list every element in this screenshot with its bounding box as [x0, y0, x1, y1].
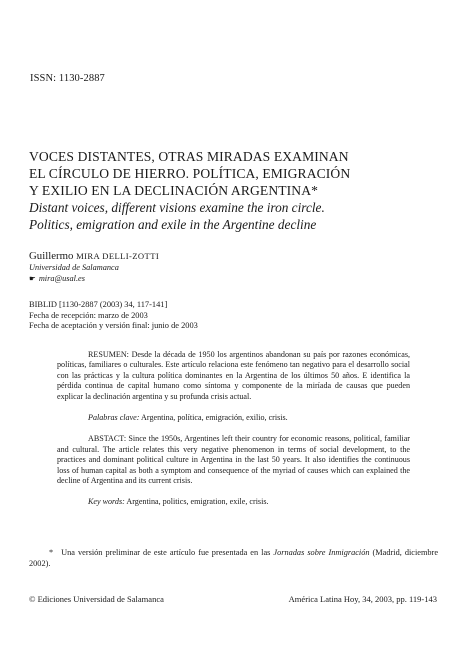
keywords-label: Key words: — [88, 497, 125, 507]
footnote-text-start: Una versión preliminar de este artículo fue presentada en las — [61, 548, 274, 557]
pointing-hand-icon: ☛ — [29, 274, 36, 283]
title-line: Politics, emigration and exile in the Argentine decline — [29, 217, 317, 232]
author-email[interactable]: mira@usal.es — [38, 274, 85, 283]
footnote-text-end: (Madrid, diciembre 2002). — [29, 548, 439, 568]
author-affiliation: Universidad de Salamanca — [29, 263, 119, 272]
keywords-text: Argentina, politics, emigration, exile, crisis. — [124, 497, 269, 507]
keywords-label: Palabras clave: — [88, 413, 140, 423]
footnote-marker: * — [49, 548, 54, 557]
footnote — [29, 548, 438, 569]
author-first-name: Guillermo — [29, 250, 74, 262]
abstract-english: ABSTACT: Since the 1950s, Argentines left their country for economic reasons, political, familiar and cultural. The article relates this very negative phenomenon in terms of social development, to the practices and dominant political culture in Argentina in the last 50 years. It also identifies the continuous loss of human capital as both a symptom and consequence of the myriad of causes which can explained the decline of Argentina and its current crisis. — [57, 434, 410, 486]
title-line: Y EXILIO EN LA DECLINACIÓN ARGENTINA* — [29, 183, 319, 198]
bibliographic-info — [29, 300, 198, 332]
keywords-english — [57, 497, 410, 507]
accepted-date: Fecha de aceptación y versión final: junio de 2003 — [29, 321, 198, 331]
article-title-english — [29, 199, 439, 233]
author-name — [29, 250, 159, 262]
article-title-spanish — [29, 148, 439, 199]
author-last-name: MIRA DELLI-ZOTTI — [76, 251, 160, 261]
footnote-event-name: Jornadas sobre Inmigración — [273, 548, 370, 557]
footer-copyright: © Ediciones Universidad de Salamanca — [29, 594, 164, 604]
abstract-spanish: RESUMEN: Desde la década de 1950 los argentinos abandonan su país por razones económicas, políticas, familiares o culturales. Este artículo relaciona este fenómeno tan negativo para el desarrollo social con las prácticas y la cultura política dominantes en la Argentina de los últimos 50 años. E identifica la pérdida continua de capital humano como síntoma y componente de la miríada de causas que pueden explicar la declinación argentina y su profunda crisis actual. — [57, 350, 410, 401]
title-line: Distant voices, different visions examine the iron circle. — [29, 200, 325, 215]
abstract-block — [57, 350, 410, 508]
issn: ISSN: 1130-2887 — [30, 73, 105, 84]
received-date: Fecha de recepción: marzo de 2003 — [29, 310, 148, 320]
keywords-spanish — [57, 413, 410, 423]
author-email-line — [29, 273, 85, 284]
title-line: EL CÍRCULO DE HIERRO. POLÍTICA, EMIGRACIÓN — [29, 166, 351, 181]
title-line: VOCES DISTANTES, OTRAS MIRADAS EXAMINAN — [29, 149, 349, 164]
keywords-text: Argentina, política, emigración, exilio, crisis. — [139, 413, 288, 423]
biblid-code: BIBLID [1130-2887 (2003) 34, 117-141] — [29, 300, 168, 309]
footer-journal-citation: América Latina Hoy, 34, 2003, pp. 119-143 — [288, 594, 437, 604]
